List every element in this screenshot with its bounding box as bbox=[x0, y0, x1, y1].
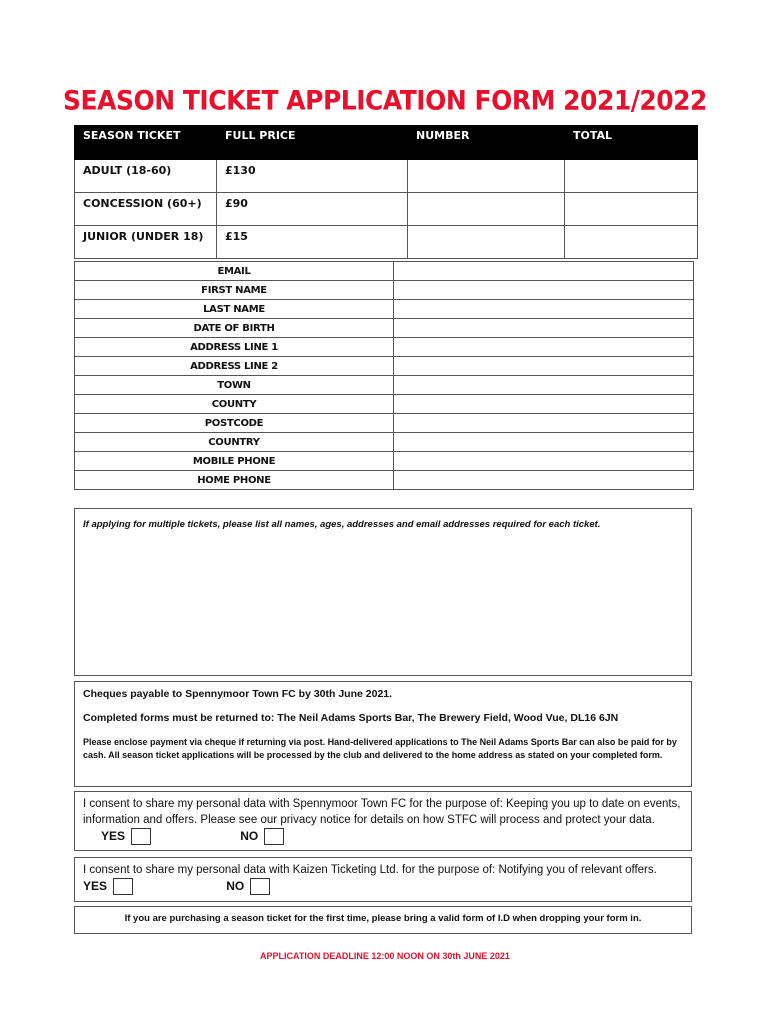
table-row bbox=[75, 226, 698, 259]
ticket-type: JUNIOR (UNDER 18) bbox=[75, 226, 217, 259]
total-field-junior[interactable] bbox=[565, 226, 698, 259]
ticket-price: £90 bbox=[217, 193, 408, 226]
consent-stfc-text: I consent to share my personal data with Spennymoor Town FC for the purpose of: Keeping you up to date on events, information and offers. Please see our privacy notice for details on how STFC will process and protect your data. bbox=[83, 798, 681, 826]
number-field-adult[interactable] bbox=[408, 160, 565, 193]
ticket-type: CONCESSION (60+) bbox=[75, 193, 217, 226]
field-label-email: EMAIL bbox=[75, 262, 394, 281]
field-label-postcode: POSTCODE bbox=[75, 414, 394, 433]
first-time-note-box bbox=[74, 906, 692, 934]
header-number: NUMBER bbox=[408, 126, 565, 160]
number-field-junior[interactable] bbox=[408, 226, 565, 259]
first-time-note: If you are purchasing a season ticket for the first time, please bring a valid form of I.D when dropping your form in. bbox=[124, 913, 642, 924]
consent-kaizen-text: I consent to share my personal data with Kaizen Ticketing Ltd. for the purpose of: Notifying you of relevant offers. bbox=[83, 864, 657, 876]
field-label-country: COUNTRY bbox=[75, 433, 394, 452]
address-2-field[interactable] bbox=[394, 357, 694, 376]
field-label-town: TOWN bbox=[75, 376, 394, 395]
total-field-concession[interactable] bbox=[565, 193, 698, 226]
town-field[interactable] bbox=[394, 376, 694, 395]
header-season-ticket: SEASON TICKET bbox=[75, 126, 217, 160]
consent-kaizen-yes-checkbox[interactable] bbox=[113, 878, 133, 895]
mobile-phone-field[interactable] bbox=[394, 452, 694, 471]
consent-stfc-no-label: NO bbox=[240, 829, 259, 843]
dob-field[interactable] bbox=[394, 319, 694, 338]
consent-kaizen-box bbox=[74, 857, 692, 902]
field-label-first-name: FIRST NAME bbox=[75, 281, 394, 300]
table-row bbox=[75, 193, 698, 226]
header-full-price: FULL PRICE bbox=[217, 126, 408, 160]
consent-kaizen-no-checkbox[interactable] bbox=[250, 878, 270, 895]
ticket-type: ADULT (18-60) bbox=[75, 160, 217, 193]
field-label-dob: DATE OF BIRTH bbox=[75, 319, 394, 338]
email-field[interactable] bbox=[394, 262, 694, 281]
first-name-field[interactable] bbox=[394, 281, 694, 300]
header-total: TOTAL bbox=[565, 126, 698, 160]
field-label-address-1: ADDRESS LINE 1 bbox=[75, 338, 394, 357]
consent-stfc-no-checkbox[interactable] bbox=[264, 828, 284, 845]
consent-stfc-box bbox=[74, 791, 692, 851]
payment-instructions-text: Please enclose payment via cheque if returning via post. Hand-delivered applications to The Neil Adams Sports Bar can also be paid for by cash. All season ticket applications will be processed by the club and delivered to the home address as stated on your completed form. bbox=[83, 737, 677, 760]
home-phone-field[interactable] bbox=[394, 471, 694, 490]
payment-info-box bbox=[74, 681, 692, 787]
ticket-price: £15 bbox=[217, 226, 408, 259]
multiple-tickets-note: If applying for multiple tickets, please list all names, ages, addresses and email addresses required for each ticket. bbox=[83, 519, 601, 530]
ticket-price: £130 bbox=[217, 160, 408, 193]
return-address-text: Completed forms must be returned to: The Neil Adams Sports Bar, The Brewery Field, Wood Vue, DL16 6JN bbox=[83, 712, 619, 724]
consent-stfc-yes-label: YES bbox=[101, 829, 126, 843]
table-header-row bbox=[75, 126, 698, 160]
field-label-last-name: LAST NAME bbox=[75, 300, 394, 319]
number-field-concession[interactable] bbox=[408, 193, 565, 226]
address-1-field[interactable] bbox=[394, 338, 694, 357]
field-label-home-phone: HOME PHONE bbox=[75, 471, 394, 490]
field-label-address-2: ADDRESS LINE 2 bbox=[75, 357, 394, 376]
country-field[interactable] bbox=[394, 433, 694, 452]
cheques-payable-text: Cheques payable to Spennymoor Town FC by 30th June 2021. bbox=[83, 688, 393, 700]
multiple-tickets-box[interactable] bbox=[74, 508, 692, 676]
application-deadline: APPLICATION DEADLINE 12:00 NOON ON 30th JUNE 2021 bbox=[260, 951, 510, 961]
postcode-field[interactable] bbox=[394, 414, 694, 433]
county-field[interactable] bbox=[394, 395, 694, 414]
field-label-county: COUNTY bbox=[75, 395, 394, 414]
total-field-adult[interactable] bbox=[565, 160, 698, 193]
consent-stfc-yes-checkbox[interactable] bbox=[131, 828, 151, 845]
table-row bbox=[75, 160, 698, 193]
last-name-field[interactable] bbox=[394, 300, 694, 319]
consent-kaizen-no-label: NO bbox=[226, 879, 245, 893]
form-title: SEASON TICKET APPLICATION FORM 2021/2022 bbox=[63, 85, 707, 116]
consent-kaizen-yes-label: YES bbox=[83, 879, 108, 893]
ticket-price-table bbox=[74, 125, 698, 259]
field-label-mobile: MOBILE PHONE bbox=[75, 452, 394, 471]
personal-details-table bbox=[74, 261, 694, 490]
